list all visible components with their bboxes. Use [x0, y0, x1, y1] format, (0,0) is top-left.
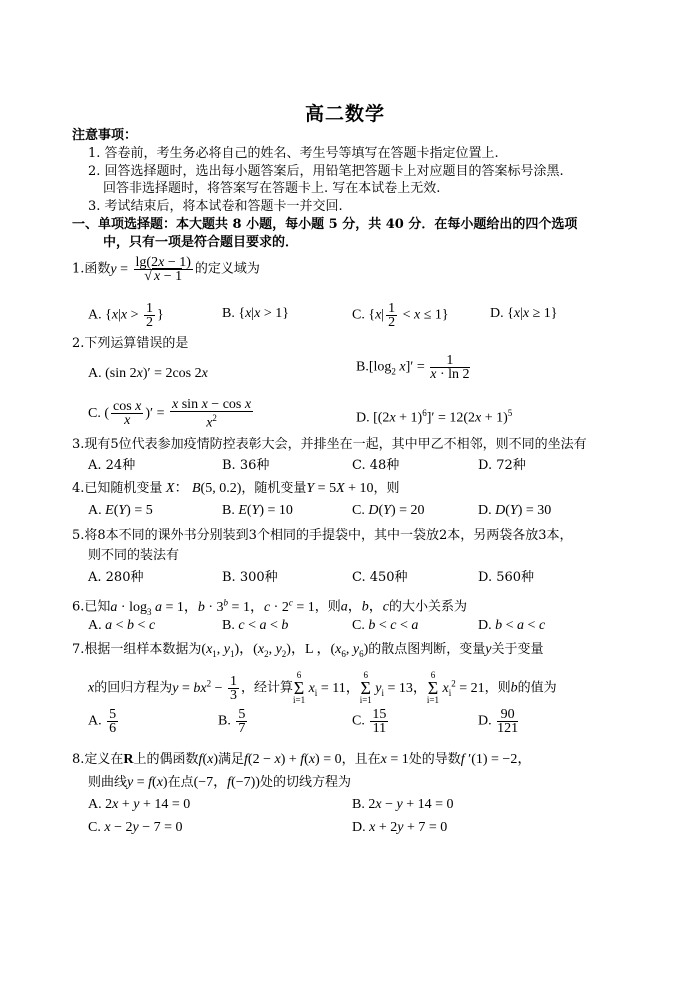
q3-option-c: C. 48种	[352, 458, 400, 473]
q2-option-a: A. (sin 2x)′ = 2cos 2x	[88, 366, 208, 381]
q5-option-d: D. 560种	[478, 570, 535, 585]
question-8-cont: 则曲线y = f(x)在点(−7，f(−7))处的切线方程为	[88, 775, 351, 790]
q8-option-b: B. 2x − y + 14 = 0	[352, 797, 454, 812]
question-8: 8.定义在R上的偶函数f(x)满足f(2 − x) + f(x) = 0，且在x = 1处的导数f ′(1) = −2，	[72, 752, 532, 767]
question-7: 7.根据一组样本数据为($x_1$, $y_1$)，($x_2$, $y_2$)，L ，($x_6$, $y_6$)的散点图判断，变量y关于变量	[72, 642, 544, 659]
q5-option-c: C. 450种	[352, 570, 408, 585]
page-title: 高二数学	[305, 103, 386, 125]
question-3: 3.现有5位代表参加疫情防控表彰大会，并排坐在一起，其中甲乙不相邻，则不同的坐法有	[72, 437, 587, 452]
q3-option-d: D. 72种	[478, 458, 526, 473]
q1-option-b: B. {x|x > 1}	[222, 306, 289, 321]
section-heading-cont: 中，只有一项是符合题目要求的．	[103, 235, 299, 250]
q8-option-a: A. 2x + y + 14 = 0	[88, 797, 191, 812]
q3-option-a: A. 24种	[88, 458, 136, 473]
question-6: 6.已知$a \cdot \log_3 a = 1$，$b \cdot 3^b = 1$，$c \cdot 2^c = 1$，则a，b，c的大小关系为	[72, 597, 467, 617]
question-4: 4.已知随机变量 X： B(5, 0.2)，随机变量Y = 5X + 10，则	[72, 481, 400, 496]
q1-option-d: D. {x|x ≥ 1}	[490, 306, 558, 321]
q5-option-b: B. 300种	[222, 570, 278, 585]
q7-option-d: D. $\frac{90}{121}$	[478, 707, 519, 736]
q6-option-b: B. c < a < b	[222, 618, 289, 633]
question-7-cont: x的回归方程为$y = bx^2$ − $\frac{1}{3}$ ，经计算6 Σ i=1 $x_i = 11$，6 Σ i=1 $y_i = 13$，6 Σ i=1 $x_i^2 = 21$，则b的值为	[88, 670, 557, 706]
q6-option-c: C. b < c < a	[352, 618, 419, 633]
notice-item-1: 1. 答卷前，考生务必将自己的姓名、考生号等填写在答题卡指定位置上.	[88, 146, 499, 161]
question-2: 2.下列运算错误的是	[72, 336, 189, 351]
q3-option-b: B. 36种	[222, 458, 270, 473]
q1-option-a: A. {x|x > $\frac{1}{2}$ }	[88, 301, 164, 330]
q7-option-a: A. $\frac{5}{6}$	[88, 707, 117, 736]
question-1: 1.函数y = $\frac{\lg(2x - 1)}{√ x - 1}$ 的定义域为	[72, 255, 260, 284]
notice-item-2: 2. 回答选择题时，选出每小题答案后，用铅笔把答题卡上对应题目的答案标号涂黑.	[88, 164, 564, 179]
q4-option-a: A. E(Y) = 5	[88, 503, 153, 518]
q4-option-d: D. D(Y) = 30	[478, 503, 552, 518]
question-5: 5.将8本不同的课外书分别装到3个相同的手提袋中，其中一袋放2本，另两袋各放3本，	[72, 528, 573, 543]
notice-item-3: 3. 考试结束后，将本试卷和答题卡一并交回.	[88, 199, 343, 214]
q1-option-c: C. {x| $\frac{1}{2}$ < x ≤ 1}	[352, 301, 449, 330]
q7-option-c: C. $\frac{15}{11}$	[352, 707, 387, 736]
question-5-cont: 则不同的装法有	[88, 548, 180, 563]
q4-option-b: B. E(Y) = 10	[222, 503, 293, 518]
q7-option-b: B. $\frac{5}{7}$	[218, 707, 246, 736]
notice-heading: 注意事项：	[72, 128, 138, 143]
q6-option-d: D. b < a < c	[478, 618, 546, 633]
q2-option-c: C. ( $\frac{\text{cos x}}{x}$ )′ = $\frac{\text{x sin x − cos x}}{x^2}$	[88, 397, 252, 431]
section-heading: 一、单项选择题：本大题共 8 小题，每小题 5 分，共 40 分．在每小题给出的四个选项	[72, 217, 578, 232]
q6-option-a: A. a < b < c	[88, 618, 156, 633]
notice-item-2-cont: 回答非选择题时，将答案写在答题卡上. 写在本试卷上无效.	[103, 181, 441, 196]
q8-option-c: C. x − 2y − 7 = 0	[88, 820, 183, 835]
q8-option-d: D. x + 2y + 7 = 0	[352, 820, 448, 835]
q2-option-b: $B.[\log_2$ x]′ = $\frac{1}{x \cdot \ln 2}$	[356, 353, 470, 382]
q2-option-d: D. $[(2x + 1)^6]' = 12(2x + 1)^5$	[356, 408, 513, 426]
q4-option-c: C. D(Y) = 20	[352, 503, 425, 518]
q5-option-a: A. 280种	[88, 570, 144, 585]
